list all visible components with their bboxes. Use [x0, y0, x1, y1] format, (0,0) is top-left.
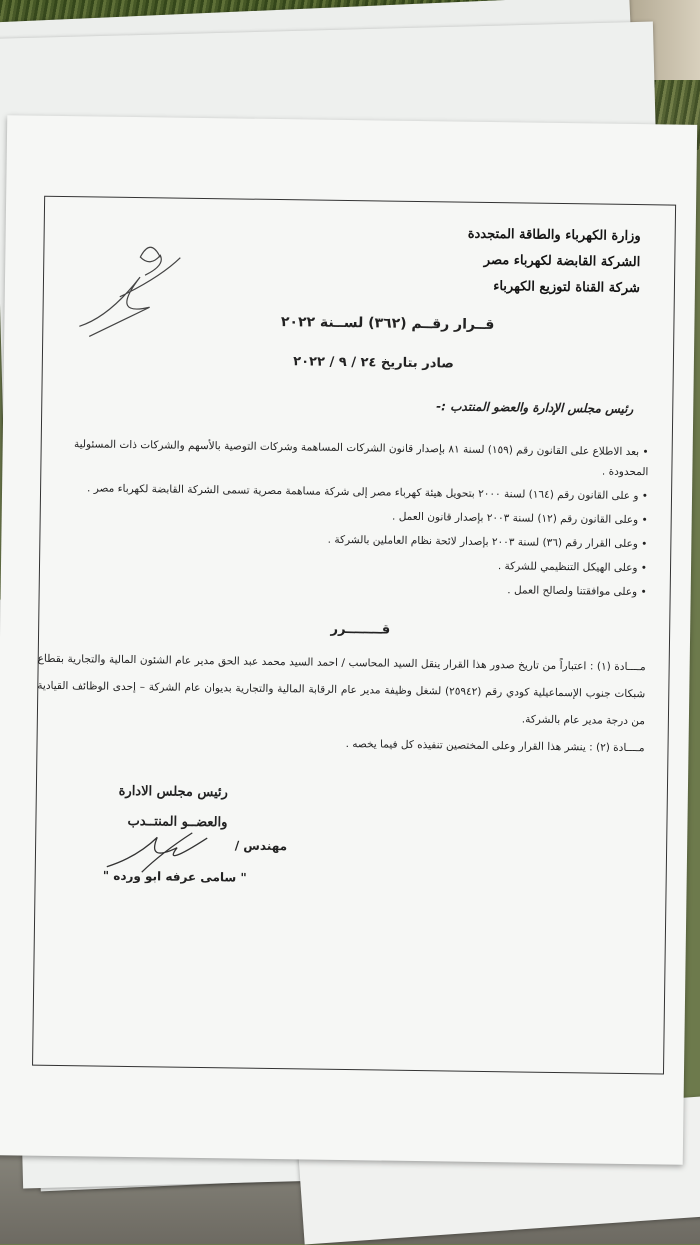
engineer-label: مهندس / — [234, 838, 288, 854]
preamble-item: • وعلى القرار رقم (٣٦) لسنة ٢٠٠٣ بإصدار لائحة نظام العاملين بالشركة . — [39, 526, 647, 554]
article-2: مــــادة (٢) : ينشر هذا القرار وعلى المختصين تنفيذه كل فيما يخصه . — [345, 738, 645, 755]
signatory-name: " سامى عرفه ابو ورده " — [102, 868, 247, 885]
preamble-item: • بعد الاطلاع على القانون رقم (١٥٩) لسنة ٨١ بإصدار قانون الشركات المساهمة وشركات التوصية بالأسهم والشركات ذات المسئولية المحدودة . — [40, 434, 648, 482]
preamble-item: • وعلى القانون رقم (١٢) لسنة ٢٠٠٣ بإصدار قانون العمل . — [40, 502, 648, 530]
articles — [36, 646, 645, 762]
article-1: مــــادة (١) : اعتباراً من تاريخ صدور هذا القرار ينقل السيد المحاسب / احمد السيد محمد عبد الحق مدير عام الشئون المالية والتجارية بقطاع شبكات جنوب الإسماعيلية كودي رقم (٢٥٩٤٢) لشغل وظيفة مدير عام الرقابة المالية والتجارية بديوان عام الشركة – إحدى الوظائف القيادية من درجة مدير عام بالشركة. — [37, 652, 646, 728]
signature-subtitle: والعضــو المنتــدب — [127, 813, 228, 831]
decides-heading: قــــــــرر — [330, 621, 391, 638]
company-name: شركة القناة لتوزيع الكهرباء — [493, 279, 641, 297]
preamble-item: • و على القانون رقم (١٦٤) لسنة ٢٠٠٠ بتحويل هيئة كهرباء مصر إلى شركة مساهمة مصرية تسمى الشركة القابضة لكهرباء مصر . — [40, 478, 648, 506]
letterhead — [467, 222, 641, 302]
decision-title: قــرار رقــم (٣٦٢) لســنة ٢٠٢٢ — [280, 314, 495, 334]
ministry-name: وزارة الكهرباء والطاقة المتجددة — [467, 226, 641, 245]
preamble-list — [39, 434, 649, 606]
preamble-item: • وعلى موافقتنا ولصالح العمل . — [39, 574, 647, 602]
handwritten-initials — [59, 226, 191, 348]
holding-company-name: الشركة القابضة لكهرباء مصر — [483, 252, 641, 271]
chairman-heading: رئيس مجلس الإدارة والعضو المنتدب :- — [436, 399, 634, 417]
signature-title: رئيس مجلس الادارة — [118, 783, 228, 801]
preamble-item: • وعلى الهيكل التنظيمي للشركة . — [39, 550, 647, 578]
issue-date: صادر بتاريخ ٢٤ / ٩ / ٢٠٢٢ — [293, 354, 454, 372]
decision-document — [0, 115, 697, 1165]
